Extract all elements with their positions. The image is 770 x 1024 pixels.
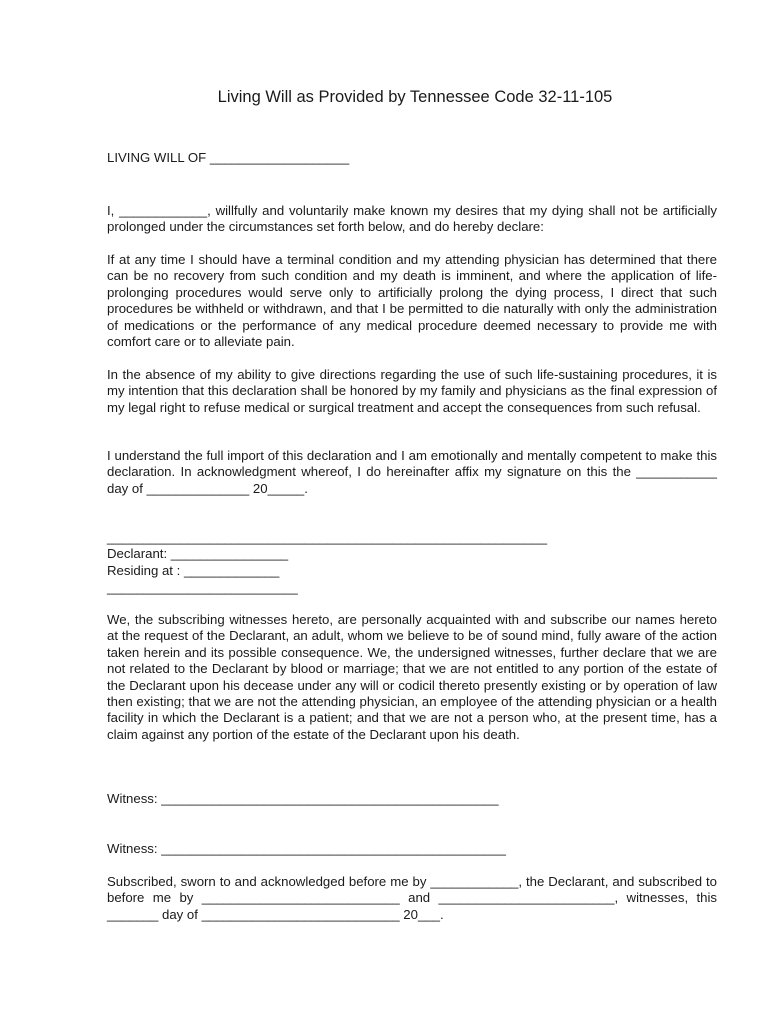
residing-at-second-line: __________________________ [107, 580, 298, 595]
acknowledgment-paragraph: I understand the full import of this declaration and I am emotionally and mentally competent to make this declaration. In acknowledgment whereof, I do hereinafter affix my signature on this the ___________ day of ______________ 20_____. [107, 448, 717, 496]
residing-at-field: Residing at : _____________ [107, 563, 280, 578]
declarant-field: Declarant: ________________ [107, 546, 289, 561]
terminal-condition-paragraph: If at any time I should have a terminal condition and my attending physician has determined that there can be no recovery from such condition and my death is imminent, and where the application of life-prolonging procedures would serve only to artificially prolong the dying process, I direct that such procedures be withheld or withdrawn, and that I be permitted to die naturally with only the administration of medications or the performance of any medical procedure deemed necessary to provide me with comfort care or to alleviate pain. [107, 252, 717, 350]
notary-paragraph: Subscribed, sworn to and acknowledged before me by ____________, the Declarant, and subscribed to before me by ___________________________ and ________________________, witnesses, this _______ day of ___________________________ 20___. [107, 874, 717, 922]
witness-statement-paragraph: We, the subscribing witnesses hereto, are personally acquainted with and subscribe our names hereto at the request of the Declarant, an adult, whom we believe to be of sound mind, fully aware of the action taken herein and its possible consequence. We, the undersigned witnesses, further declare that we are not related to the Declarant by blood or marriage; that we are not entitled to any portion of the estate of the Declarant upon his decease under any will or codicil thereto presently existing or by operation of law then existing; that we are not the attending physician, an employee of the attending physician or a health facility in which the Declarant is a patient; and that we are not a person who, at the present time, has a claim against any portion of the estate of the Declarant upon his death. [107, 612, 717, 742]
declarant-signature-line: ____________________________________________________________ [107, 530, 548, 545]
declaration-intro-paragraph: I, ____________, willfully and voluntarily make known my desires that my dying shall not be artificially prolonged under the circumstances set forth below, and do hereby declare: [107, 203, 717, 235]
living-will-heading: LIVING WILL OF ___________________ [107, 150, 350, 165]
absence-of-ability-paragraph: In the absence of my ability to give directions regarding the use of such life-sustaining procedures, it is my intention that this declaration shall be honored by my family and physicians as the final expression of my legal right to refuse medical or surgical treatment and accept the consequences from such refusal. [107, 367, 717, 415]
document-title: Living Will as Provided by Tennessee Code 32-11-105 [217, 88, 613, 106]
witness-signature-line-2: Witness: _______________________________________________ [107, 841, 506, 856]
witness-signature-line-1: Witness: ______________________________________________ [107, 791, 499, 806]
